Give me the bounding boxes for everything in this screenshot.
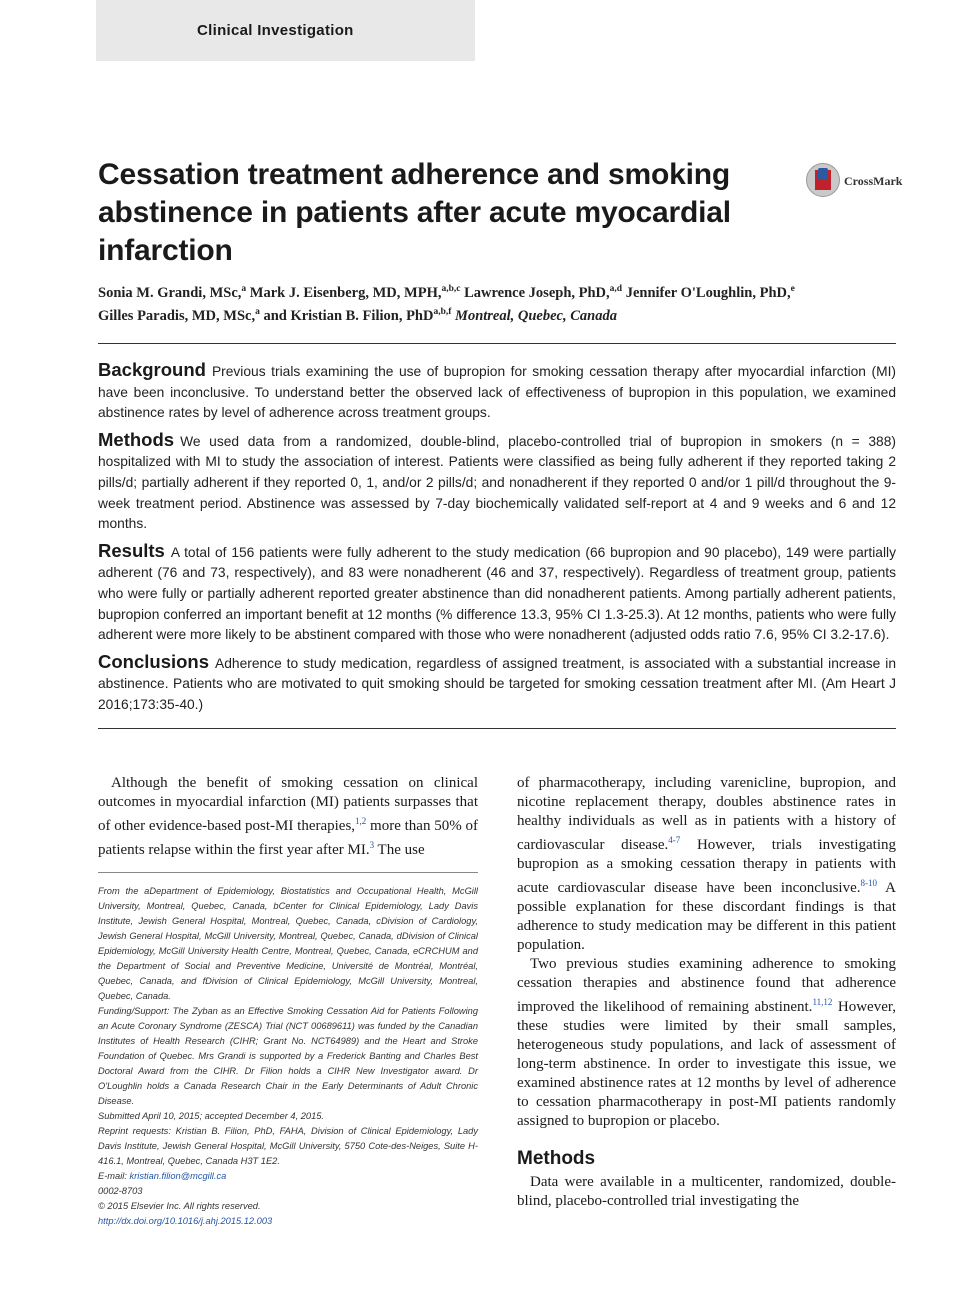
doi-link[interactable]: http://dx.doi.org/10.1016/j.ahj.2015.12.003 <box>98 1216 273 1226</box>
abstract-conclusions <box>98 652 896 716</box>
abstract-heading: Background <box>98 359 206 380</box>
author: Gilles Paradis, MD, MSc, <box>98 307 256 324</box>
abstract-background <box>98 360 896 424</box>
abstract-results <box>98 541 896 646</box>
article-title: Cessation treatment adherence and smoking abstinence in patients after acute myocardial infarction <box>98 158 731 267</box>
author-affiliation: a,d <box>609 284 623 294</box>
body-paragraph: Two previous studies examining adherence to smoking cessation therapies and abstinence found that adherence improved the likelihood of remaining abstinent.$^{11,12}$ However, these studies were limited by their small samples, heterogeneous study populations, and lack of assessment of long-term abstinence. In order to investigate this issue, we examined abstinence rates at 12 months by level of adherence to cessation pharmacotherapy in post-MI patients randomly assigned to bupropion or placebo. <box>517 956 896 1129</box>
citation[interactable]: 3 <box>369 840 375 850</box>
citation[interactable]: 4-7 <box>668 835 681 845</box>
author-affiliation: e <box>790 284 795 294</box>
footnote-funding: Funding/Support: The Zyban as an Effective Smoking Cessation Aid for Patients Following an Acute Coronary Syndrome (ZESCA) Trial (NCT 00689611) was funded by the Canadian Institutes of Health Research (CIHR; Grant No. NCT64989) and the Heart and Stroke Foundation of Quebec. Mrs Grandi is supported by a Frederick Banting and Charles Best Doctoral Award from the CIHR. Dr Filion holds a CIHR New Investigator award. Dr O'Loughlin holds a Canada Research Chair in the Early Determinants of Adult Chronic Disease. <box>98 1006 478 1106</box>
citation[interactable]: 11,12 <box>812 997 833 1007</box>
abstract-text: We used data from a randomized, double-blind, placebo-controlled trial of bupropion in smokers (n = 388) hospitalized with MI to study the association of interest. Patients were classified as being fully adherent if they reported taking 2 pills/d; partially adherent if they reported 0, 1, and/or 2 pills/d; and nonadherent if they reported 0 and/or 1 pill/d throughout the 9-week treatment period. Abstinence was assessed by 7-day biochemically validated self-report at 4 and 9 weeks and 6 and 12 months. <box>98 433 896 532</box>
author: Lawrence Joseph, PhD, <box>464 284 610 301</box>
abstract <box>98 360 896 722</box>
abstract-text: Adherence to study medication, regardless of assigned treatment, is associated with a substantial increase in abstinence. Patients who are motivated to quit smoking should be targeted for smoking cessation treatment after MI. (Am Heart J 2016;173:35-40.) <box>98 655 896 712</box>
crossmark-icon <box>806 163 840 197</box>
footnote-copyright: © 2015 Elsevier Inc. All rights reserved. <box>98 1201 261 1211</box>
footnote-submitted: Submitted April 10, 2015; accepted December 4, 2015. <box>98 1111 325 1121</box>
section-tab <box>96 0 475 61</box>
abstract-heading: Results <box>98 539 165 561</box>
body-paragraph: Data were available in a multicenter, randomized, double-blind, placebo-controlled trial investigating the <box>517 1174 896 1209</box>
footnote-issn: 0002-8703 <box>98 1186 143 1196</box>
abstract-text: A total of 156 patients were fully adherent to the study medication (66 bupropion and 90 placebo), 149 were partially adherent (76 and 73, respectively), and 83 were nonadherent (46 and 37, respectively). Regardless of treatment group, patients who were fully or partially adherent reported greater abstinence than did nonadherent patients. Among partially adherent patients, bupropion conferred an important benefit at 12 months (% difference 13.3, 95% CI 1.3-25.3). At 12 months, patients who were fully adherent were more likely to be abstinent compared with those who were nonadherent (adjusted odds ratio 7.6, 95% CI 3.2-17.6). <box>98 544 896 643</box>
abstract-heading: Methods <box>98 428 175 450</box>
abstract-top-rule <box>98 343 896 344</box>
author: and Kristian B. Filion, PhD <box>263 307 434 324</box>
methods-body <box>517 1173 896 1211</box>
author-affiliation: a <box>255 306 260 317</box>
citation[interactable]: 1,2 <box>355 816 367 826</box>
footnote-reprint: Reprint requests: Kristian B. Filion, PhD, FAHA, Division of Clinical Epidemiology, Lady Davis Institute, Jewish General Hospital, McGill University, 5750 Cote-des-Neiges, Suite H-416.1, Montreal, Quebec, Canada H3T 1E2. <box>98 1126 478 1166</box>
abstract-heading: Conclusions <box>98 650 210 672</box>
author-affiliation: a,b,c <box>441 284 461 294</box>
section-label: Clinical Investigation <box>197 22 354 39</box>
body-paragraph: of pharmacotherapy, including varenicline, bupropion, and nicotine replacement therapy, doubles abstinence rates in healthy individuals as well as in patients with a history of cardiovascular disease.$^{4-7}$ However, trials investigating bupropion as a smoking cessation therapy in patients with acute cardiovascular disease have been inconclusive.$^{8-10}$ A possible explanation for these discordant findings is that adherence to study medication may be different in this patient population. <box>517 775 896 953</box>
footnote-doi-line <box>98 1214 478 1229</box>
crossmark-badge[interactable] <box>806 163 906 199</box>
author-affiliation: a <box>241 284 247 294</box>
abstract-bottom-rule <box>98 728 896 729</box>
footnote-affiliations: From the aDepartment of Epidemiology, Biostatistics and Occupational Health, McGill University, Montreal, Quebec, Canada, bCenter for Clinical Epidemiology, Lady Davis Institute, Jewish General Hospital, Montreal, Quebec, Canada, cDivision of Cardiology, Jewish General Hospital, McGill University, Montreal, Quebec, Canada, dDivision of Clinical Epidemiology, McGill University Health Centre, Montreal, Quebec, Canada, eCRCHUM and the Department of Social and Preventive Medicine, Université de Montréal, Montréal, Quebec, Canada, and fDivision of Clinical Epidemiology, McGill University, Montreal, Quebec, Canada. <box>98 886 478 1001</box>
methods-heading: Methods <box>517 1148 596 1169</box>
footnote-email-line: E-mail: kristian.filion@mcgill.ca <box>98 1171 227 1181</box>
crossmark-label: CrossMark <box>844 174 903 188</box>
abstract-text: Previous trials examining the use of bupropion for smoking cessation therapy after myocardial infarction (MI) have been inconclusive. To understand better the observed lack of effectiveness of bupropion in this population, we examined abstinence rates by level of adherence across treatment groups. <box>98 364 896 421</box>
author-list <box>98 280 898 326</box>
footnote-rule <box>98 872 478 873</box>
author: Mark J. Eisenberg, MD, MPH, <box>249 284 442 301</box>
author-location: Montreal, Quebec, Canada <box>455 307 617 324</box>
body-right-column <box>517 774 896 1131</box>
body-left-column <box>98 774 478 860</box>
author: Jennifer O'Loughlin, PhD, <box>625 284 791 301</box>
author-affiliation: a,b,f <box>433 306 452 317</box>
body-paragraph: Although the benefit of smoking cessation on clinical outcomes in myocardial infarction (MI) patients surpasses that of other evidence-based post-MI therapies,$^{1,2}$ more than 50% of patients relapse within the first year after MI.$^3$ The use <box>98 775 478 858</box>
abstract-methods <box>98 430 896 535</box>
citation[interactable]: 8-10 <box>860 878 877 888</box>
footnotes <box>98 884 478 1229</box>
author: Sonia M. Grandi, MSc, <box>98 284 242 301</box>
email-link[interactable]: kristian.filion@mcgill.ca <box>129 1171 227 1181</box>
